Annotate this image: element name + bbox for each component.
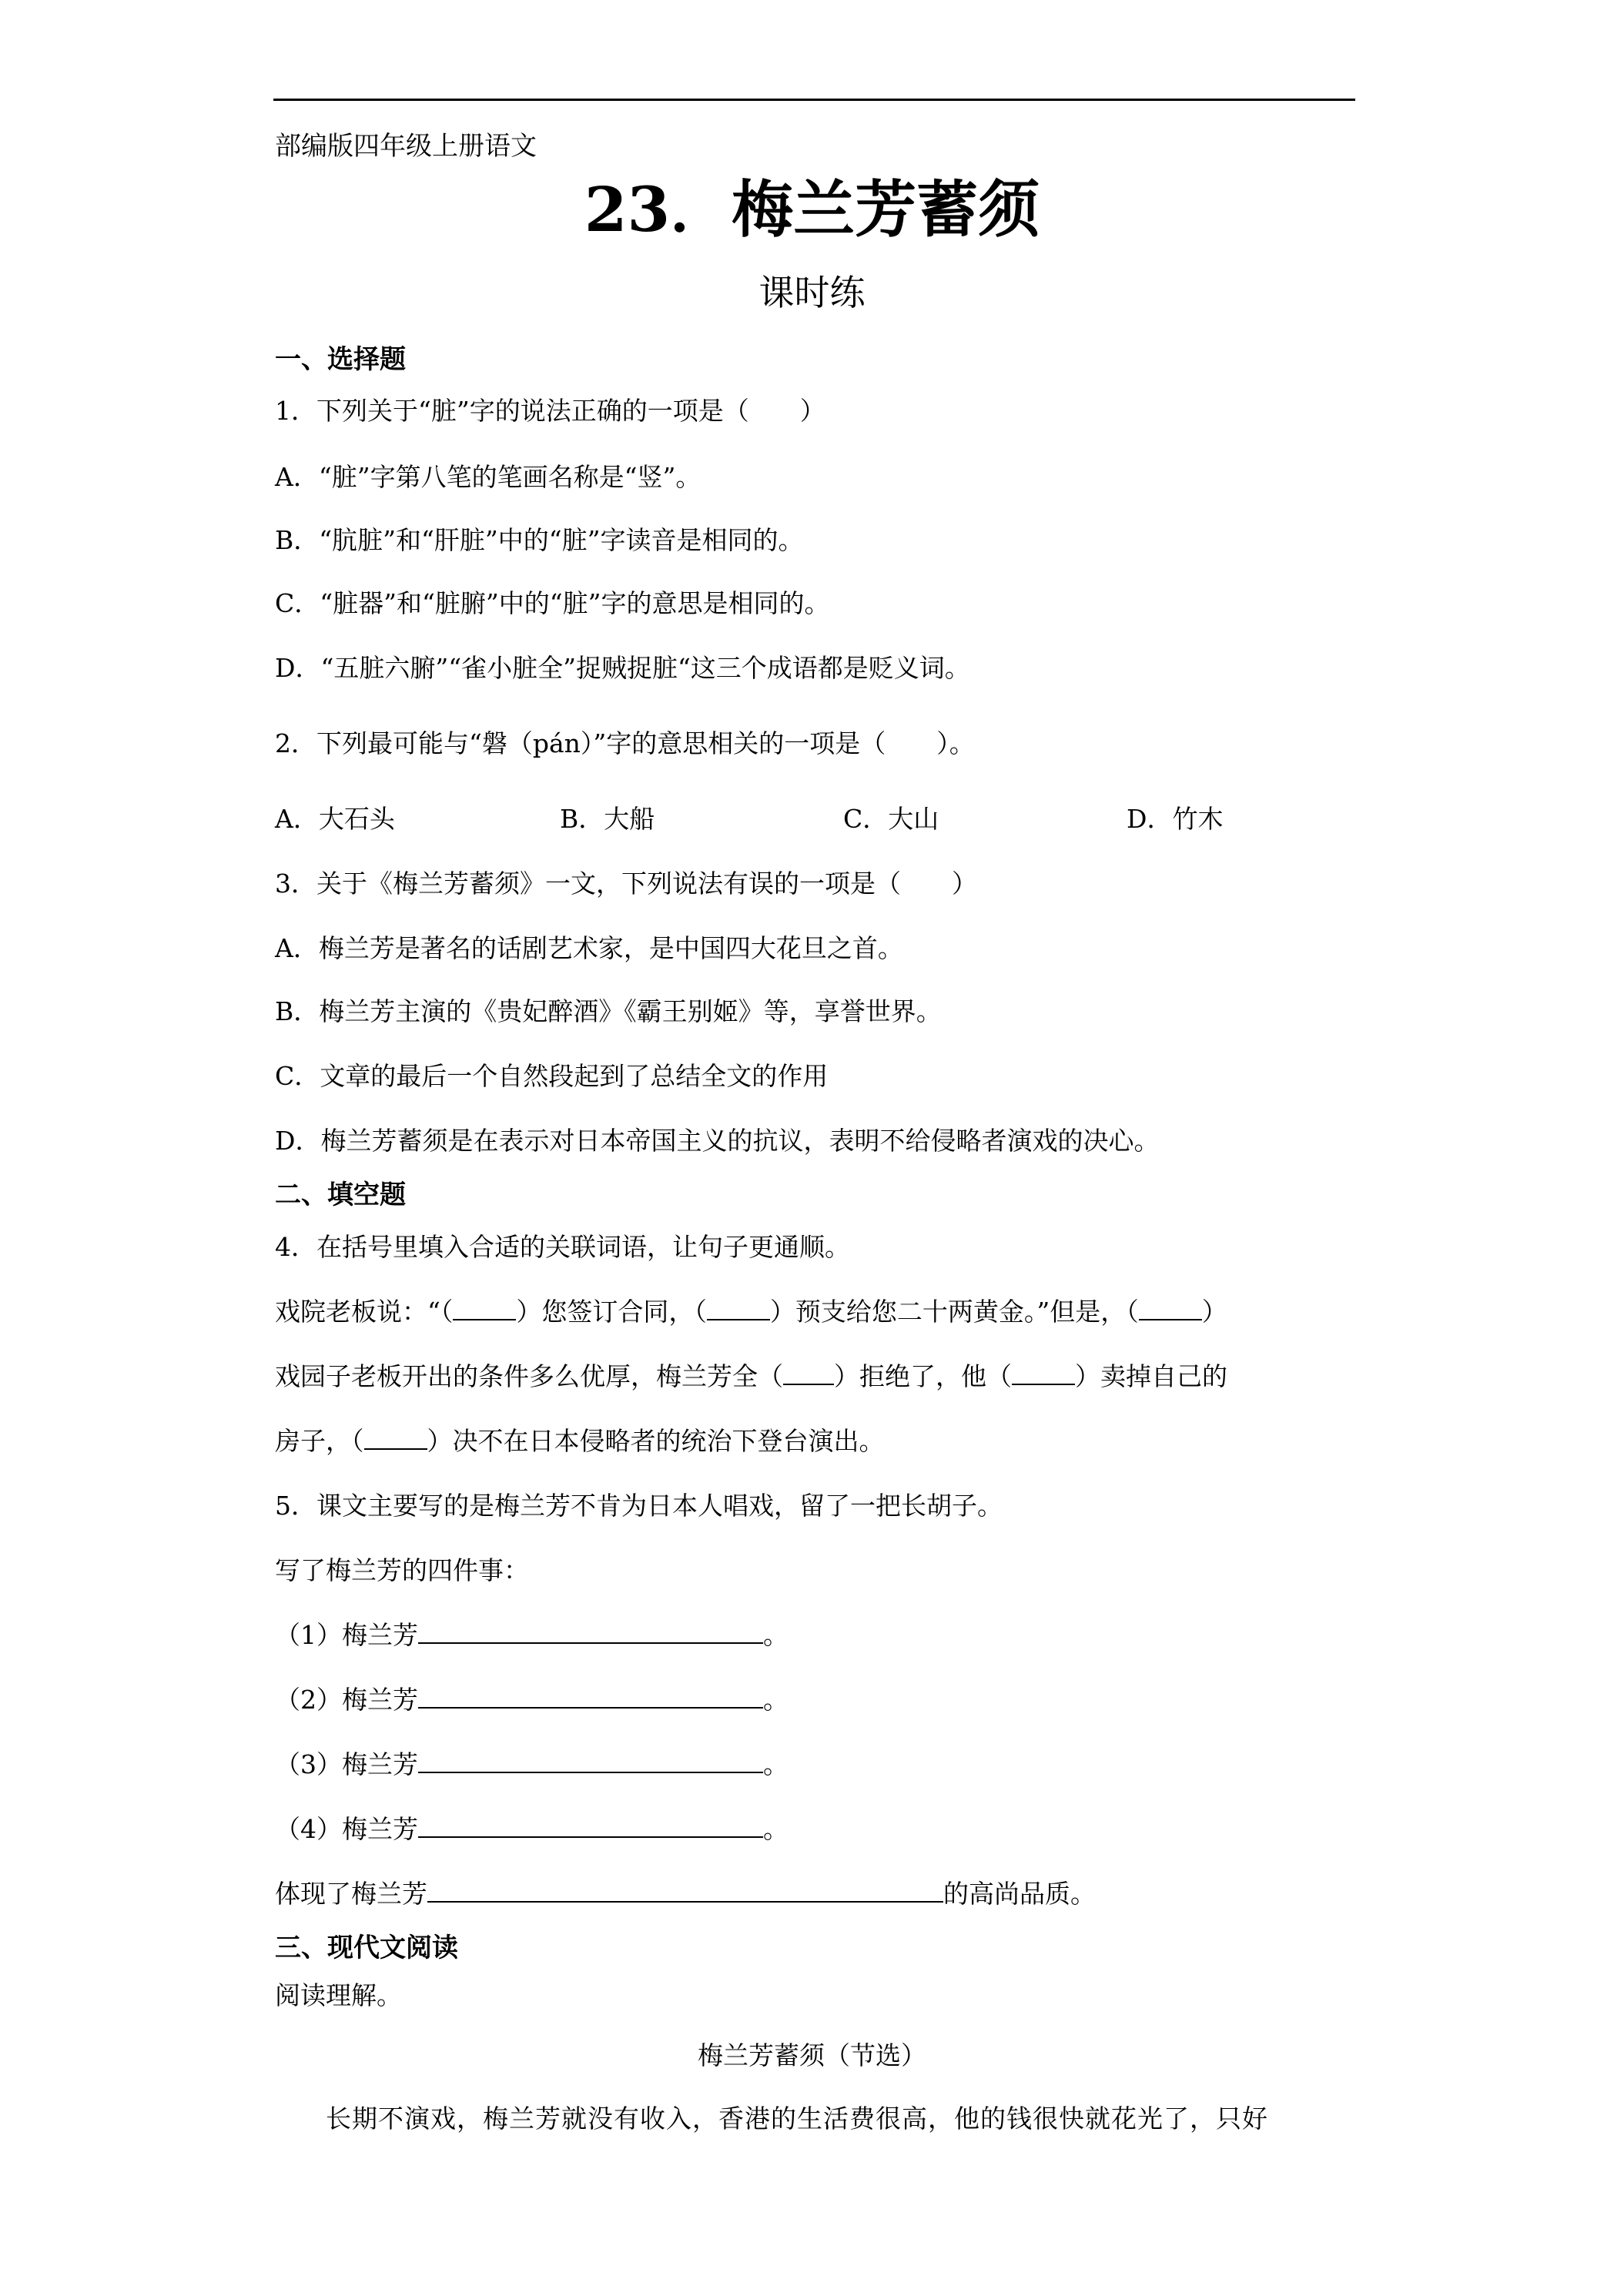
q3-stem: 3．关于《梅兰芳蓄须》一文，下列说法有误的一项是（ ） (275, 869, 977, 899)
q5-item-4 (275, 1812, 789, 1846)
q5-summary-pre: 体现了梅兰芳 (275, 1879, 427, 1909)
q4-text: 戏园子老板开出的条件多么优厚，梅兰芳全（ (275, 1361, 783, 1391)
q5-item-label: （2）梅兰芳 (275, 1685, 418, 1715)
q4-text: ）您签订合同，（ (516, 1297, 707, 1327)
q2-option-d: D．竹木 (1127, 804, 1224, 834)
q4-text: ）预支给您二十两黄金。”但是，（ (769, 1297, 1139, 1327)
q2-option-c: C．大山 (843, 804, 939, 834)
q5-item-end: 。 (763, 1685, 789, 1715)
q5-answer-line-4[interactable] (418, 1813, 763, 1838)
q1-option-b: B．“肮脏”和“肝脏”中的“脏”字读音是相同的。 (275, 525, 804, 555)
q3-option-c: C．文章的最后一个自然段起到了总结全文的作用 (275, 1061, 829, 1091)
q5-item-label: （3）梅兰芳 (275, 1749, 418, 1779)
q5-answer-line-3[interactable] (418, 1749, 763, 1773)
q5-summary-answer-line[interactable] (427, 1878, 943, 1903)
q5-summary-post: 的高尚品质。 (943, 1879, 1096, 1909)
header-label: 部编版四年级上册语文 (275, 131, 537, 162)
q3-option-d: D．梅兰芳蓄须是在表示对日本帝国主义的抗议，表明不给侵略者演戏的决心。 (275, 1126, 1160, 1156)
q5-answer-line-1[interactable] (418, 1619, 763, 1644)
q4-sentence-line-2 (275, 1360, 1227, 1394)
q4-blank-1[interactable] (453, 1296, 516, 1320)
q4-text: 戏院老板说：“（ (275, 1297, 454, 1327)
q4-blank-2[interactable] (707, 1296, 770, 1320)
q1-option-a: A．“脏”字第八笔的笔画名称是“竖”。 (275, 462, 702, 492)
q5-item-end: 。 (763, 1814, 789, 1844)
q4-text: 房子，（ (275, 1426, 364, 1456)
section-heading-choice: 一、选择题 (275, 344, 406, 375)
q5-item-end: 。 (763, 1620, 789, 1650)
q4-sentence-line-1 (275, 1295, 1227, 1329)
q2-option-b: B．大船 (560, 804, 655, 834)
q2-options-row (275, 802, 1355, 836)
passage-title: 梅兰芳蓄须（节选） (698, 2040, 926, 2070)
q4-blank-5[interactable] (1012, 1361, 1075, 1385)
q1-option-d: D．“五脏六腑”“雀小脏全”捉贼捉脏“这三个成语都是贬义词。 (275, 653, 970, 683)
q5-item-2 (275, 1683, 789, 1717)
q3-option-a: A．梅兰芳是著名的话剧艺术家，是中国四大花旦之首。 (275, 933, 903, 963)
q4-text: ）决不在日本侵略者的统治下登台演出。 (427, 1426, 885, 1456)
q4-blank-3[interactable] (1139, 1296, 1202, 1320)
q2-stem: 2．下列最可能与“磐（pán）”字的意思相关的一项是（ ）。 (275, 728, 975, 758)
q4-text: ）拒绝了，他（ (834, 1361, 1012, 1391)
q5-item-end: 。 (763, 1749, 789, 1779)
q5-intro: 写了梅兰芳的四件事： (275, 1555, 529, 1585)
reading-instruction: 阅读理解。 (275, 1980, 402, 2010)
q1-option-c: C．“脏器”和“脏腑”中的“脏”字的意思是相同的。 (275, 588, 830, 618)
q5-answer-line-2[interactable] (418, 1684, 763, 1709)
q5-stem: 5．课文主要写的是梅兰芳不肯为日本人唱戏，留了一把长胡子。 (275, 1491, 1003, 1521)
section-heading-fill: 二、填空题 (275, 1180, 406, 1210)
q5-item-1 (275, 1618, 789, 1652)
page-title: 23．梅兰芳蓄须 (584, 173, 1040, 246)
q3-option-b: B．梅兰芳主演的《贵妃醉酒》《霸王别姬》等，享誉世界。 (275, 996, 942, 1026)
q2-option-a: A．大石头 (275, 804, 395, 834)
header-rule (273, 99, 1355, 101)
q4-blank-6[interactable] (364, 1425, 427, 1450)
q4-blank-4[interactable] (783, 1361, 834, 1385)
q1-stem: 1．下列关于“脏”字的说法正确的一项是（ ） (275, 396, 825, 426)
q5-item-label: （1）梅兰芳 (275, 1620, 418, 1650)
q4-sentence-line-3 (275, 1424, 885, 1458)
q5-summary (275, 1877, 1096, 1911)
page-subtitle: 课时练 (758, 272, 866, 313)
q4-stem: 4．在括号里填入合适的关联词语，让句子更通顺。 (275, 1232, 850, 1262)
q4-text: ） (1201, 1297, 1227, 1327)
passage-paragraph: 长期不演戏，梅兰芳就没有收入，香港的生活费很高，他的钱很快就花光了，只好 (326, 2104, 1268, 2134)
section-heading-reading: 三、现代文阅读 (275, 1933, 458, 1963)
q5-item-3 (275, 1748, 789, 1782)
q4-text: ）卖掉自己的 (1075, 1361, 1227, 1391)
q5-item-label: （4）梅兰芳 (275, 1814, 418, 1844)
